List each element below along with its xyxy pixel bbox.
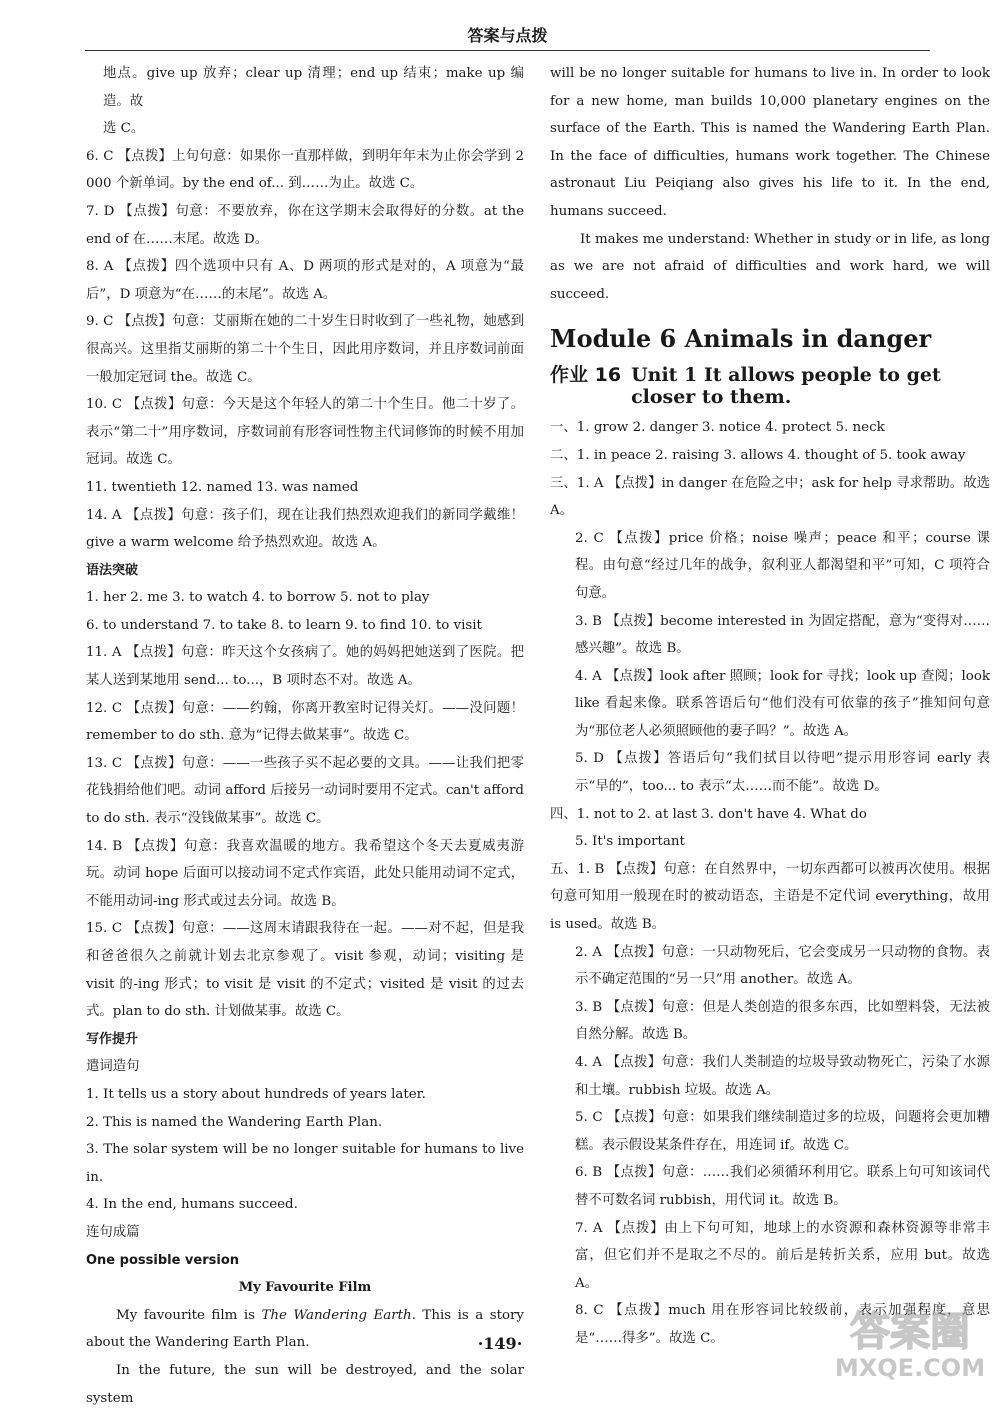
- unit-title: Unit 1 It allows people to get closer to them.: [631, 364, 941, 409]
- subsection-heading: 遣词造句: [86, 1059, 140, 1075]
- answer-item: 11. A 【点拨】句意：昨天这个女孩病了。她的妈妈把她送到了医院。把某人送到某地用 send... to...，B 项时态不对。故选 A。: [86, 645, 524, 689]
- essay-text: My favourite film is: [116, 1307, 262, 1323]
- essay-text: . This is a story about the Wandering Earth Plan.: [86, 1307, 524, 1351]
- text-line: 选 C。: [103, 121, 145, 137]
- subsection-heading: 连句成篇: [86, 1224, 140, 1240]
- text-line: 地点。give up 放弃；clear up 清理；end up 结束；make up 编造。故: [103, 66, 524, 109]
- answer-item: 15. C 【点拨】句意：——这周末请跟我待在一起。——对不起，但是我和爸爸很久之前就计划去北京参观了。visit 参观，动词；visiting 是 visit 的-ing 形式；to visit 是 visit 的不定式；visited 是 visit 的过去式。plan to do sth. 计划做某事。故选 C。: [86, 921, 524, 1020]
- work-label: 作业 16: [550, 364, 622, 387]
- answer-item: 2. C 【点拨】price 价格；noise 噪声；peace 和平；course 课程。由句意“经过几年的战争，叙利亚人都渴望和平”可知，C 项符合句意。: [575, 530, 990, 601]
- answer-item: 一、1. grow 2. danger 3. notice 4. protect 5. neck: [550, 420, 885, 436]
- answer-item: 四、1. not to 2. at last 3. don't have 4. What do: [550, 806, 867, 822]
- essay-paragraph: In the future, the sun will be destroyed, and the solar system: [86, 1362, 524, 1406]
- answer-item: 3. B 【点拨】become interested in 为固定搭配，意为“变得对……感兴趣”。故选 B。: [575, 613, 990, 657]
- answer-item: 14. A 【点拨】句意：孩子们，现在让我们热烈欢迎我们的新同学戴维！give a warm welcome 给予热烈欢迎。故选 A。: [86, 507, 524, 551]
- essay-paragraph: [86, 1302, 524, 1357]
- answer-item: 4. In the end, humans succeed.: [86, 1197, 298, 1213]
- section-heading-writing: 写作提升: [86, 1031, 139, 1047]
- watermark-logo: [828, 1300, 993, 1382]
- answer-item: 6. to understand 7. to take 8. to learn 9. to find 10. to visit: [86, 617, 482, 633]
- left-column: [86, 60, 524, 1412]
- version-label: One possible version: [86, 1252, 240, 1268]
- answer-item: 10. C 【点拨】句意：今天是这个年轻人的第二十个生日。他二十岁了。表示“第二十”用序数词，序数词前有形容词性物主代词修饰的时候不用加冠词。故选 C。: [86, 397, 524, 468]
- answer-item: 14. B 【点拨】句意：我喜欢温暖的地方。我希望这个冬天去夏威夷游玩。动词 hope 后面可以接动词不定式作宾语，此处只能用动词不定式，不能用动词-ing 形式或过去分词。故选 B。: [86, 838, 524, 909]
- answer-item: 7. D 【点拨】句意：不要放弃，你在这学期末会取得好的分数。at the end of 在……末尾。故选 D。: [86, 203, 524, 247]
- answer-item: 9. C 【点拨】句意：艾丽斯在她的二十岁生日时收到了一些礼物，她感到很高兴。这里指艾丽斯的第二十个生日，因此用序数词，并且序数词前面一般加定冠词 the。故选 C。: [86, 314, 524, 385]
- essay-paragraph: It makes me understand: Whether in study or in life, as long as we are not afraid of difficulties and work hard, we will succeed.: [550, 231, 990, 302]
- answer-item: 8. C 【点拨】much 用在形容词比较级前，表示加强程度，意思是“……得多”。故选 C。: [575, 1303, 990, 1346]
- answer-item: 3. B 【点拨】句意：但是人类创造的很多东西，比如塑料袋，无法被自然分解。故选 B。: [575, 999, 990, 1043]
- answer-item: 三、1. A 【点拨】in danger 在危险之中；ask for help 寻求帮助。故选 A。: [550, 475, 990, 519]
- answer-item: 4. A 【点拨】句意：我们人类制造的垃圾导致动物死亡，污染了水源和土壤。rubbish 垃圾。故选 A。: [575, 1055, 990, 1098]
- answer-item: 4. A 【点拨】look after 照顾；look for 寻找；look up 查阅；look like 看起来像。联系答语后句“他们没有可依靠的孩子”推知问句意为“那位老人必须照顾他的妻子吗？”。故选 A。: [575, 668, 990, 739]
- answer-item: 6. B 【点拨】句意：……我们必须循环利用它。联系上句可知该词代替不可数名词 rubbish，用代词 it。故选 B。: [575, 1165, 990, 1208]
- work-heading: [550, 364, 990, 408]
- essay-paragraph: will be no longer suitable for humans to live in. In order to look for a new home, man builds 10,000 planetary engines on the surface of the Earth. This is named the Wandering Earth Plan. In the face of difficulties, humans work together. The Chinese astronaut Liu Peiqiang also gives his life to it. In the end, humans succeed.: [550, 66, 990, 219]
- film-title: The Wandering Earth: [261, 1307, 412, 1323]
- answer-item: 5. It's important: [575, 834, 685, 850]
- watermark-url: MXQE.COM: [834, 1354, 986, 1382]
- answer-item: 12. C 【点拨】句意：——约翰，你离开教室时记得关灯。——没问题！remember to do sth. 意为“记得去做某事”。故选 C。: [86, 700, 524, 744]
- answer-item: 5. D 【点拨】答语后句“我们拭目以待吧”提示用形容词 early 表示“早的”，too... to 表示“太……而不能”。故选 D。: [575, 751, 990, 795]
- answer-item: 二、1. in peace 2. raising 3. allows 4. thought of 5. took away: [550, 447, 966, 463]
- module-title: Module 6 Animals in danger: [550, 324, 932, 354]
- answer-item: 1. her 2. me 3. to watch 4. to borrow 5. not to play: [86, 590, 430, 606]
- essay-title: My Favourite Film: [238, 1280, 372, 1296]
- answer-item: 1. It tells us a story about hundreds of years later.: [86, 1086, 426, 1102]
- watermark-text: 答案圈: [850, 1309, 970, 1355]
- page-number: ·149·: [477, 1334, 523, 1353]
- answer-item: 13. C 【点拨】句意：——一些孩子买不起必要的文具。——让我们把零花钱捐给他们吧。动词 afford 后接另一动词时要用不定式。can't afford to do sth. 表示“没钱做某事”。故选 C。: [86, 755, 524, 827]
- answer-item: 3. The solar system will be no longer suitable for humans to live in.: [86, 1142, 524, 1185]
- right-column: [550, 60, 990, 1353]
- header-divider: [85, 50, 930, 51]
- answer-item: 2. This is named the Wandering Earth Plan.: [86, 1114, 383, 1130]
- answer-item: 11. twentieth 12. named 13. was named: [86, 479, 359, 495]
- section-heading-grammar: 语法突破: [86, 562, 139, 578]
- answer-item: 8. A 【点拨】四个选项中只有 A、D 两项的形式是对的，A 项意为“最后”，D 项意为“在……的末尾”。故选 A。: [86, 259, 524, 302]
- answer-item: 7. A 【点拨】由上下句可知，地球上的水资源和森林资源等非常丰富，但它们并不是取之不尽的。前后是转折关系，应用 but。故选 A。: [575, 1220, 990, 1291]
- answer-item: 5. C 【点拨】句意：如果我们继续制造过多的垃圾，问题将会更加糟糕。表示假设某条件存在，用连词 if。故选 C。: [575, 1110, 990, 1153]
- answer-item: 6. C 【点拨】上句句意：如果你一直那样做，到明年年末为止你会学到 2 000 个新单词。by the end of... 到……为止。故选 C。: [86, 148, 524, 192]
- answer-item: 2. A 【点拨】句意：一只动物死后，它会变成另一只动物的食物。表示不确定范围的“另一只”用 another。故选 A。: [575, 944, 990, 988]
- answer-item: 五、1. B 【点拨】句意：在自然界中，一切东西都可以被再次使用。根据句意可知用一般现在时的被动语态，主语是不定代词 everything，故用 is used。故选 B。: [550, 861, 990, 933]
- page-header: 答案与点拨: [467, 26, 548, 45]
